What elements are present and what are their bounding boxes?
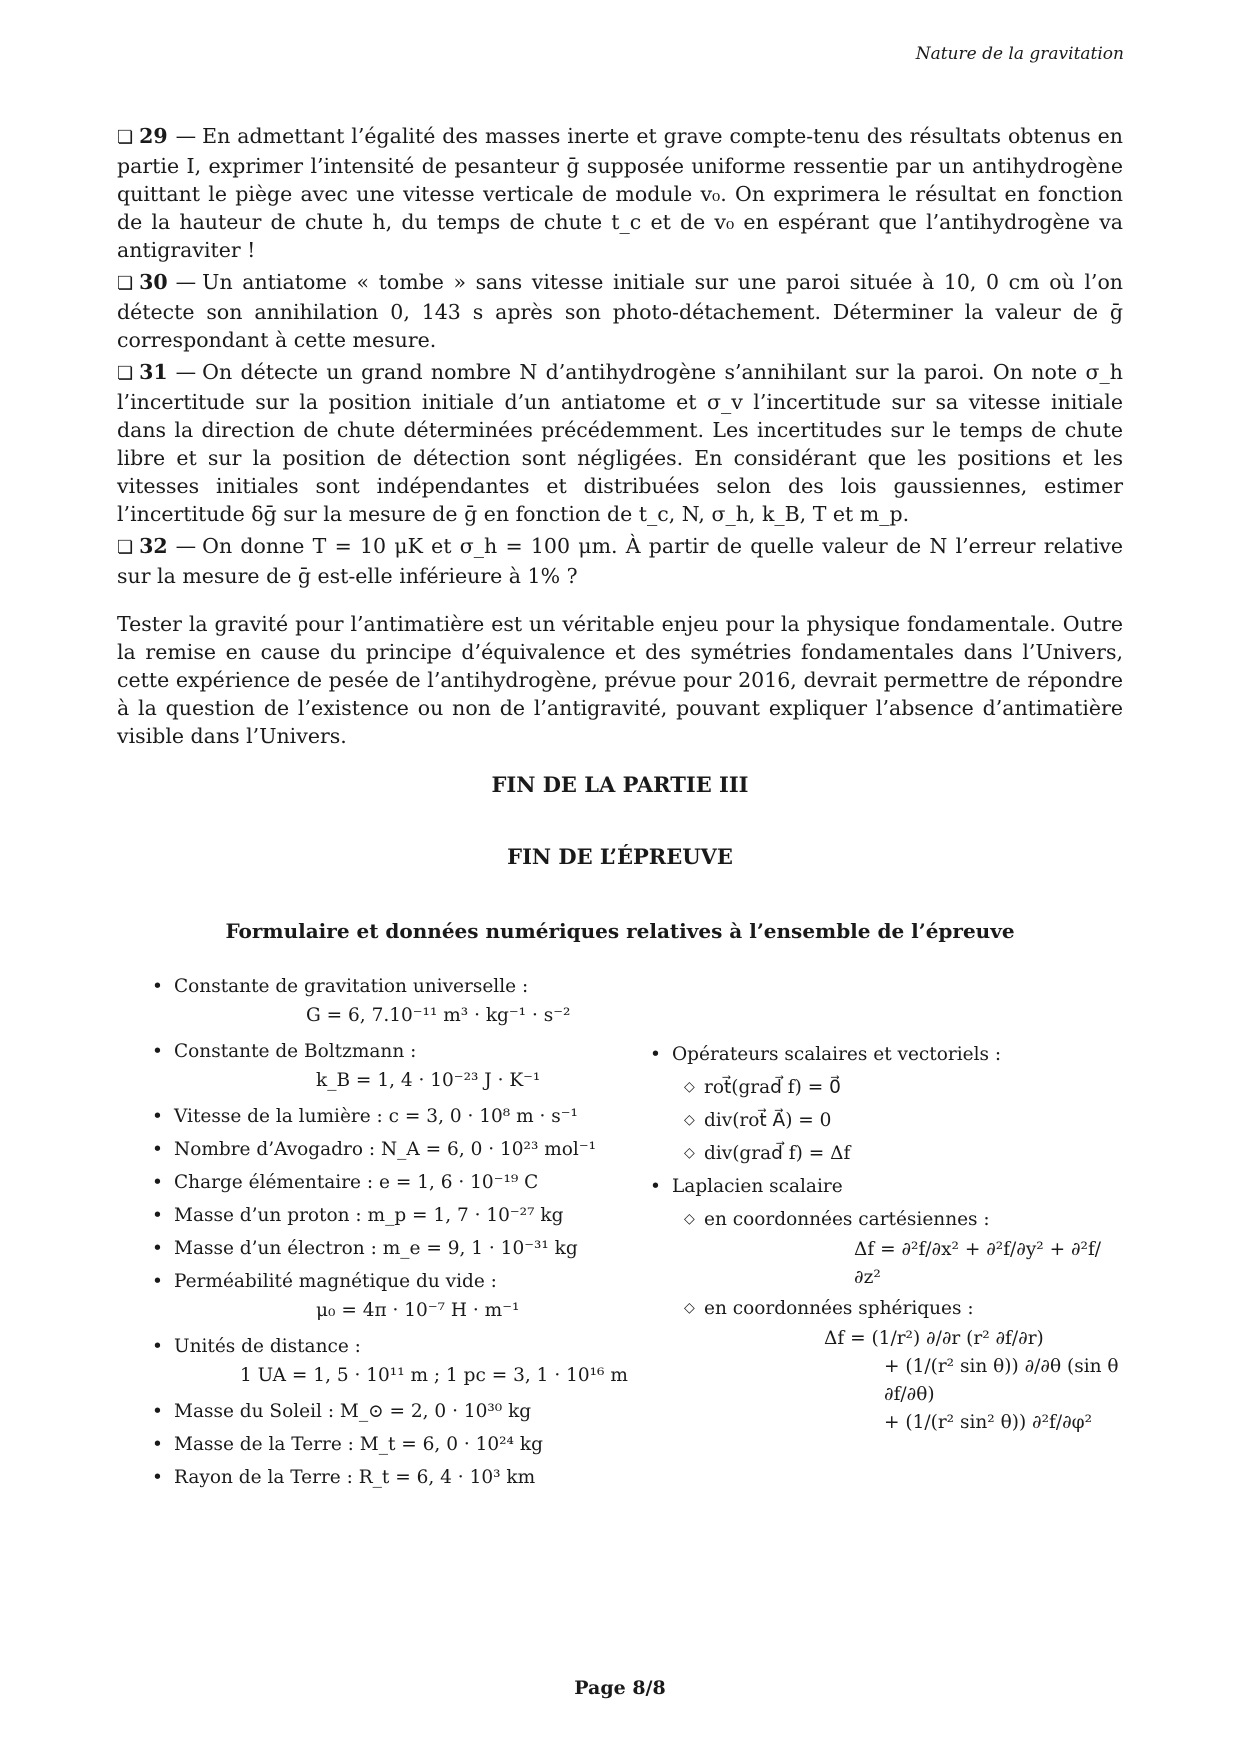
spherical-formula-line: Δf = (1/r²) ∂/∂r (r² ∂f/∂r) [824, 1328, 1044, 1349]
constant-item: • Constante de Boltzmann : k_B = 1, 4 · 10⁻²³ J · K⁻¹ [152, 1041, 541, 1091]
constant-item: • Masse du Soleil : M_⊙ = 2, 0 · 10³⁰ kg [152, 1401, 532, 1422]
diamond-icon: ◇ [684, 1112, 695, 1128]
constant-item: • Vitesse de la lumière : c = 3, 0 · 10⁸ m · s⁻¹ [152, 1106, 578, 1127]
question-31: ❏ 31 — On détecte un grand nombre N d’antihydrogène s’annihilant sur la paroi. On note σ_h l’incertitude sur la position initiale d’un antiatome et σ_v l’incertitude sur sa vitesse initiale dans la direction de chute déterminées précédemment. Les incertitudes sur le temps de chute libre et sur la position de détection sont négligées. En considérant que les positions et les vitesses initiales sont indépendantes et distribuées selon des lois gaussiennes, estimer l’incertitude δḡ sur la mesure de ḡ en fonction de t_c, N, σ_h, k_B, T et m_p. [117, 360, 1123, 526]
constant-item: • Masse d’un électron : m_e = 9, 1 · 10⁻³¹ kg [152, 1238, 578, 1259]
question-30: ❏ 30 — Un antiatome « tombe » sans vitesse initiale sur une paroi située à 10, 0 cm où l’on détecte son annihilation 0, 143 s après son photo-détachement. Déterminer la valeur de ḡ correspondant à cette mesure. [117, 270, 1123, 352]
operator-identity: ◇ div(grad⃗ f) = Δf [684, 1137, 1120, 1170]
question-number: 31 [139, 360, 168, 384]
cartesian-formula: Δf = ∂²f/∂x² + ∂²f/∂y² + ∂²f/∂z² [854, 1239, 1102, 1288]
operators-item: • Opérateurs scalaires et vectoriels : ◇ rot⃗(grad⃗ f) = 0⃗ ◇ div(rot⃗ A⃗) = 0 ◇ div(grad⃗ f) = Δf [650, 1038, 1120, 1170]
page-number: Page 8/8 [574, 1677, 666, 1699]
question-number: 30 [139, 270, 168, 294]
checkbox-icon: ❏ [117, 273, 134, 294]
constant-item: • Charge élémentaire : e = 1, 6 · 10⁻¹⁹ C [152, 1172, 539, 1193]
constant-item: • Constante de gravitation universelle : G = 6, 7.10⁻¹¹ m³ · kg⁻¹ · s⁻² [152, 976, 571, 1026]
constant-item: • Masse de la Terre : M_t = 6, 0 · 10²⁴ kg [152, 1434, 543, 1455]
diamond-icon: ◇ [684, 1079, 695, 1095]
checkbox-icon: ❏ [117, 127, 134, 148]
checkbox-icon: ❏ [117, 363, 134, 384]
checkbox-icon: ❏ [117, 537, 134, 558]
end-exam-title: FIN DE L’ÉPREUVE [507, 844, 733, 869]
running-header: Nature de la gravitation [915, 44, 1124, 64]
formulaire-title: Formulaire et données numériques relatives à l’ensemble de l’épreuve [225, 919, 1015, 943]
laplacian-spherical: ◇ en coordonnées sphériques : Δf = (1/r²) ∂/∂r (r² ∂f/∂r) + (1/(r² sin θ)) ∂/∂θ (sin θ ∂f/∂θ) + (1/(r² sin² θ)) ∂²f/∂φ² [684, 1292, 1120, 1437]
question-text: On détecte un grand nombre N d’antihydrogène s’annihilant sur la paroi. On note σ_h l’incertitude sur la position initiale d’un antiatome et σ_v l’incertitude sur sa vitesse initiale dans la direction de chute déterminées précédemment. Les incertitudes sur le temps de chute libre et sur la position de détection sont négligées. En considérant que les positions et les vitesses initiales sont indépendantes et distribuées selon des lois gaussiennes, estimer l’incertitude δḡ sur la mesure de ḡ en fonction de t_c, N, σ_h, k_B, T et m_p. [117, 360, 1123, 526]
laplacian-item: • Laplacien scalaire ◇ en coordonnées cartésiennes : Δf = ∂²f/∂x² + ∂²f/∂y² + ∂²f/∂z² ◇ en coordonnées sphériques : Δf = (1/r²) ∂/∂r (r² ∂f/∂r) + (1/(r² sin θ)) ∂/∂θ (sin θ ∂f/∂θ) + (1/(r² sin² θ)) ∂²f/∂φ² [650, 1170, 1120, 1437]
questions-block [117, 122, 1123, 771]
laplacian-cartesian: ◇ en coordonnées cartésiennes : Δf = ∂²f/∂x² + ∂²f/∂y² + ∂²f/∂z² [684, 1203, 1120, 1292]
constant-item: • Rayon de la Terre : R_t = 6, 4 · 10³ km [152, 1467, 536, 1488]
closing-paragraph: Tester la gravité pour l’antimatière est un véritable enjeu pour la physique fondamentale. Outre la remise en cause du principe d’équivalence et des symétries fondamentales dans l’Univers, cette expérience de pesée de l’antihydrogène, prévue pour 2016, devrait permettre de répondre à la question de l’existence ou non de l’antigravité, pouvant expliquer l’absence d’antimatière visible dans l’Univers. [117, 612, 1123, 748]
question-29: ❏ 29 — En admettant l’égalité des masses inerte et grave compte-tenu des résultats obtenus en partie I, exprimer l’intensité de pesanteur ḡ supposée uniforme ressentie par un antihydrogène quittant le piège avec une vitesse verticale de module v₀. On exprimera le résultat en fonction de la hauteur de chute h, du temps de chute t_c et de v₀ en espérant que l’antihydrogène va antigraviter ! [117, 124, 1123, 262]
operator-identity: ◇ rot⃗(grad⃗ f) = 0⃗ [684, 1071, 1120, 1104]
diamond-icon: ◇ [684, 1145, 695, 1161]
operators-column [650, 1038, 1120, 1437]
question-number: 32 [139, 534, 168, 558]
constant-item: • Nombre d’Avogadro : N_A = 6, 0 · 10²³ mol⁻¹ [152, 1139, 597, 1160]
constant-item: • Masse d’un proton : m_p = 1, 7 · 10⁻²⁷ kg [152, 1205, 564, 1226]
question-number: 29 [139, 124, 168, 148]
question-text: Un antiatome « tombe » sans vitesse initiale sur une paroi située à 10, 0 cm où l’on détecte son annihilation 0, 143 s après son photo-détachement. Déterminer la valeur de ḡ correspondant à cette mesure. [117, 270, 1123, 352]
spherical-formula-line: + (1/(r² sin² θ)) ∂²f/∂φ² [884, 1412, 1093, 1433]
operator-identity: ◇ div(rot⃗ A⃗) = 0 [684, 1104, 1120, 1137]
end-part-title: FIN DE LA PARTIE III [491, 772, 749, 797]
question-text: On donne T = 10 μK et σ_h = 100 μm. À partir de quelle valeur de N l’erreur relative sur la mesure de ḡ est-elle inférieure à 1% ? [117, 534, 1123, 588]
question-32: ❏ 32 — On donne T = 10 μK et σ_h = 100 μm. À partir de quelle valeur de N l’erreur relative sur la mesure de ḡ est-elle inférieure à 1% ? [117, 534, 1123, 588]
spherical-formula-line: + (1/(r² sin θ)) ∂/∂θ (sin θ ∂f/∂θ) [884, 1356, 1119, 1405]
diamond-icon: ◇ [684, 1211, 695, 1227]
constant-item: • Perméabilité magnétique du vide : μ₀ = 4π · 10⁻⁷ H · m⁻¹ [152, 1271, 520, 1321]
constant-item: • Unités de distance : 1 UA = 1, 5 · 10¹¹ m ; 1 pc = 3, 1 · 10¹⁶ m [152, 1336, 628, 1386]
constants-column [152, 970, 632, 1494]
question-text: En admettant l’égalité des masses inerte et grave compte-tenu des résultats obtenus en partie I, exprimer l’intensité de pesanteur ḡ supposée uniforme ressentie par un antihydrogène quittant le piège avec une vitesse verticale de module v₀. On exprimera le résultat en fonction de la hauteur de chute h, du temps de chute t_c et de v₀ en espérant que l’antihydrogène va antigraviter ! [117, 124, 1123, 262]
diamond-icon: ◇ [684, 1300, 695, 1316]
